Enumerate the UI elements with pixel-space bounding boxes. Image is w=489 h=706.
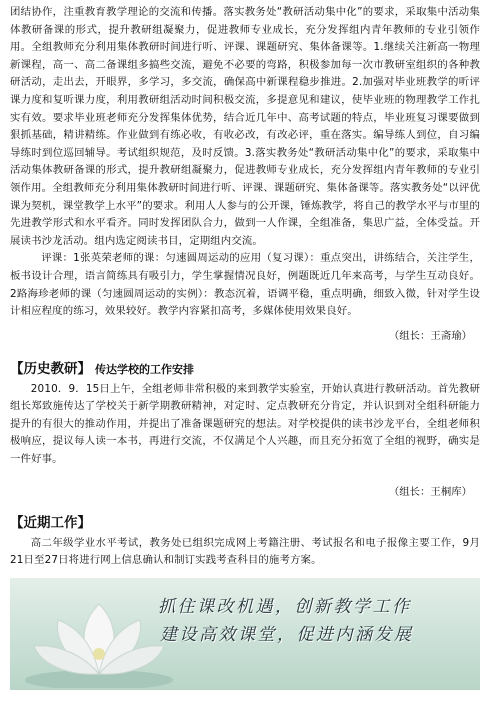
recent-section-title: 【近期工作】 (10, 514, 91, 531)
history-section-title: 【历史教研】 (10, 360, 91, 377)
slogan-banner (10, 578, 480, 690)
recent-paragraph: 高二年级学业水平考试，教务处已组织完成网上考籍注册、考试报名和电子报像主要工作，9月21日至27日将进行网上信息确认和制订实践考查科目的施考方案。 (10, 536, 480, 567)
recent-section-header (10, 511, 480, 531)
teaching-signature: （组长：王斋瑜） (388, 329, 472, 342)
history-signature: （组长：王桐库） (388, 485, 472, 498)
banner-slogan-line-2: 建设高效课堂，促进内涵发展 (160, 625, 414, 645)
newsletter-page (10, 4, 480, 570)
history-section-subtitle: 传达学校的工作安排 (95, 362, 194, 376)
teaching-paragraph-1: 团结协作，注重教育教学理论的交流和传播。落实教务处“教研活动集中化”的要求，采取集中活动集体教研备课的形式，提升教研组凝聚力，促进教师专业成长，充分发挥组内青年教师的专业引领作用。全组教师充分利用集体教研时间进行听、评课、课题研究、集体备课等。1.继续关注新高一物理新课程，高一、高二备课组多搞些交流，避免不必要的弯路，积极参加每一次市教研室组织的各种教研活动，走出去，开眼界，多学习，多交流，确保高中新课程稳步推进。2.加强对毕业班教学的听评课力度和复听课力度，利用教研组活动时间积极交流，多提意见和建议，使毕业班的物理教学工作扎实有效。要求毕业班老师充分发挥集体优势，结合近几年中、高考试题的特点，毕业班复习课要做到狠抓基础，精讲精练。作业做到有练必收，有收必改，有改必评，重在落实。编导练人到位，自习编导练时到位巡回辅导。考试组织规范，及时反馈。3.落实教务处“教研活动集中化”的要求，采取集中活动集体教研备课的形式，提升教研组凝聚力，促进教师专业成长，充分发挥组内青年教师的专业引领作用。全组教师充分利用集体教研时间进行听、评课、课题研究、集体备课等。落实教务处“以评优课为契机，课堂教学上水平”的要求。利用人人参与的公开课，锤炼教学，将自己的教学水平与市里的先进教学形式和水平看齐。同时发挥团队合力，做到一人作课，全组准备，集思广益，全体受益。开展读书沙龙活动。组内选定阅读书目，定期组内交流。 (10, 6, 480, 247)
banner-slogan-line-1: 抓住课改机遇，创新教学工作 (158, 597, 412, 617)
teaching-paragraph-2: 评课：1张英荣老师的课：匀速圆周运动的应用（复习课）：重点突出，讲练结合，关注学生，板书设计合理，语言简练具有吸引力，学生掌握情况良好，例题既近几年来高考，与学生互动良好。2路海珍老师的课（匀速圆周运动的实例）：教态沉着，语调平稳，重点明确，细致入微，针对学生设计相应程度的练习，效果较好。教学内容紧扣高考，多媒体使用效果良好。 (10, 252, 480, 318)
lotus-flower-illustration (24, 584, 174, 688)
history-section-header (10, 357, 480, 377)
history-paragraph: 2010．9．15日上午，全组老师非常积极的来到教学实验室，开始认真进行教研活动。首先教研组长郑致施传达了学校关于新学期教研精神，对定时、定点教研充分肯定，并认识到对全组科研能力提升的有很大的推动作用，并提出了准备课题研究的想法。对学校提供的读书沙龙平台，全组老师积极响应，提议每人读一本书，再进行交流，不仅满足个人兴趣，而且充分拓宽了全组的视野，确实是一件好事。 (10, 382, 480, 466)
